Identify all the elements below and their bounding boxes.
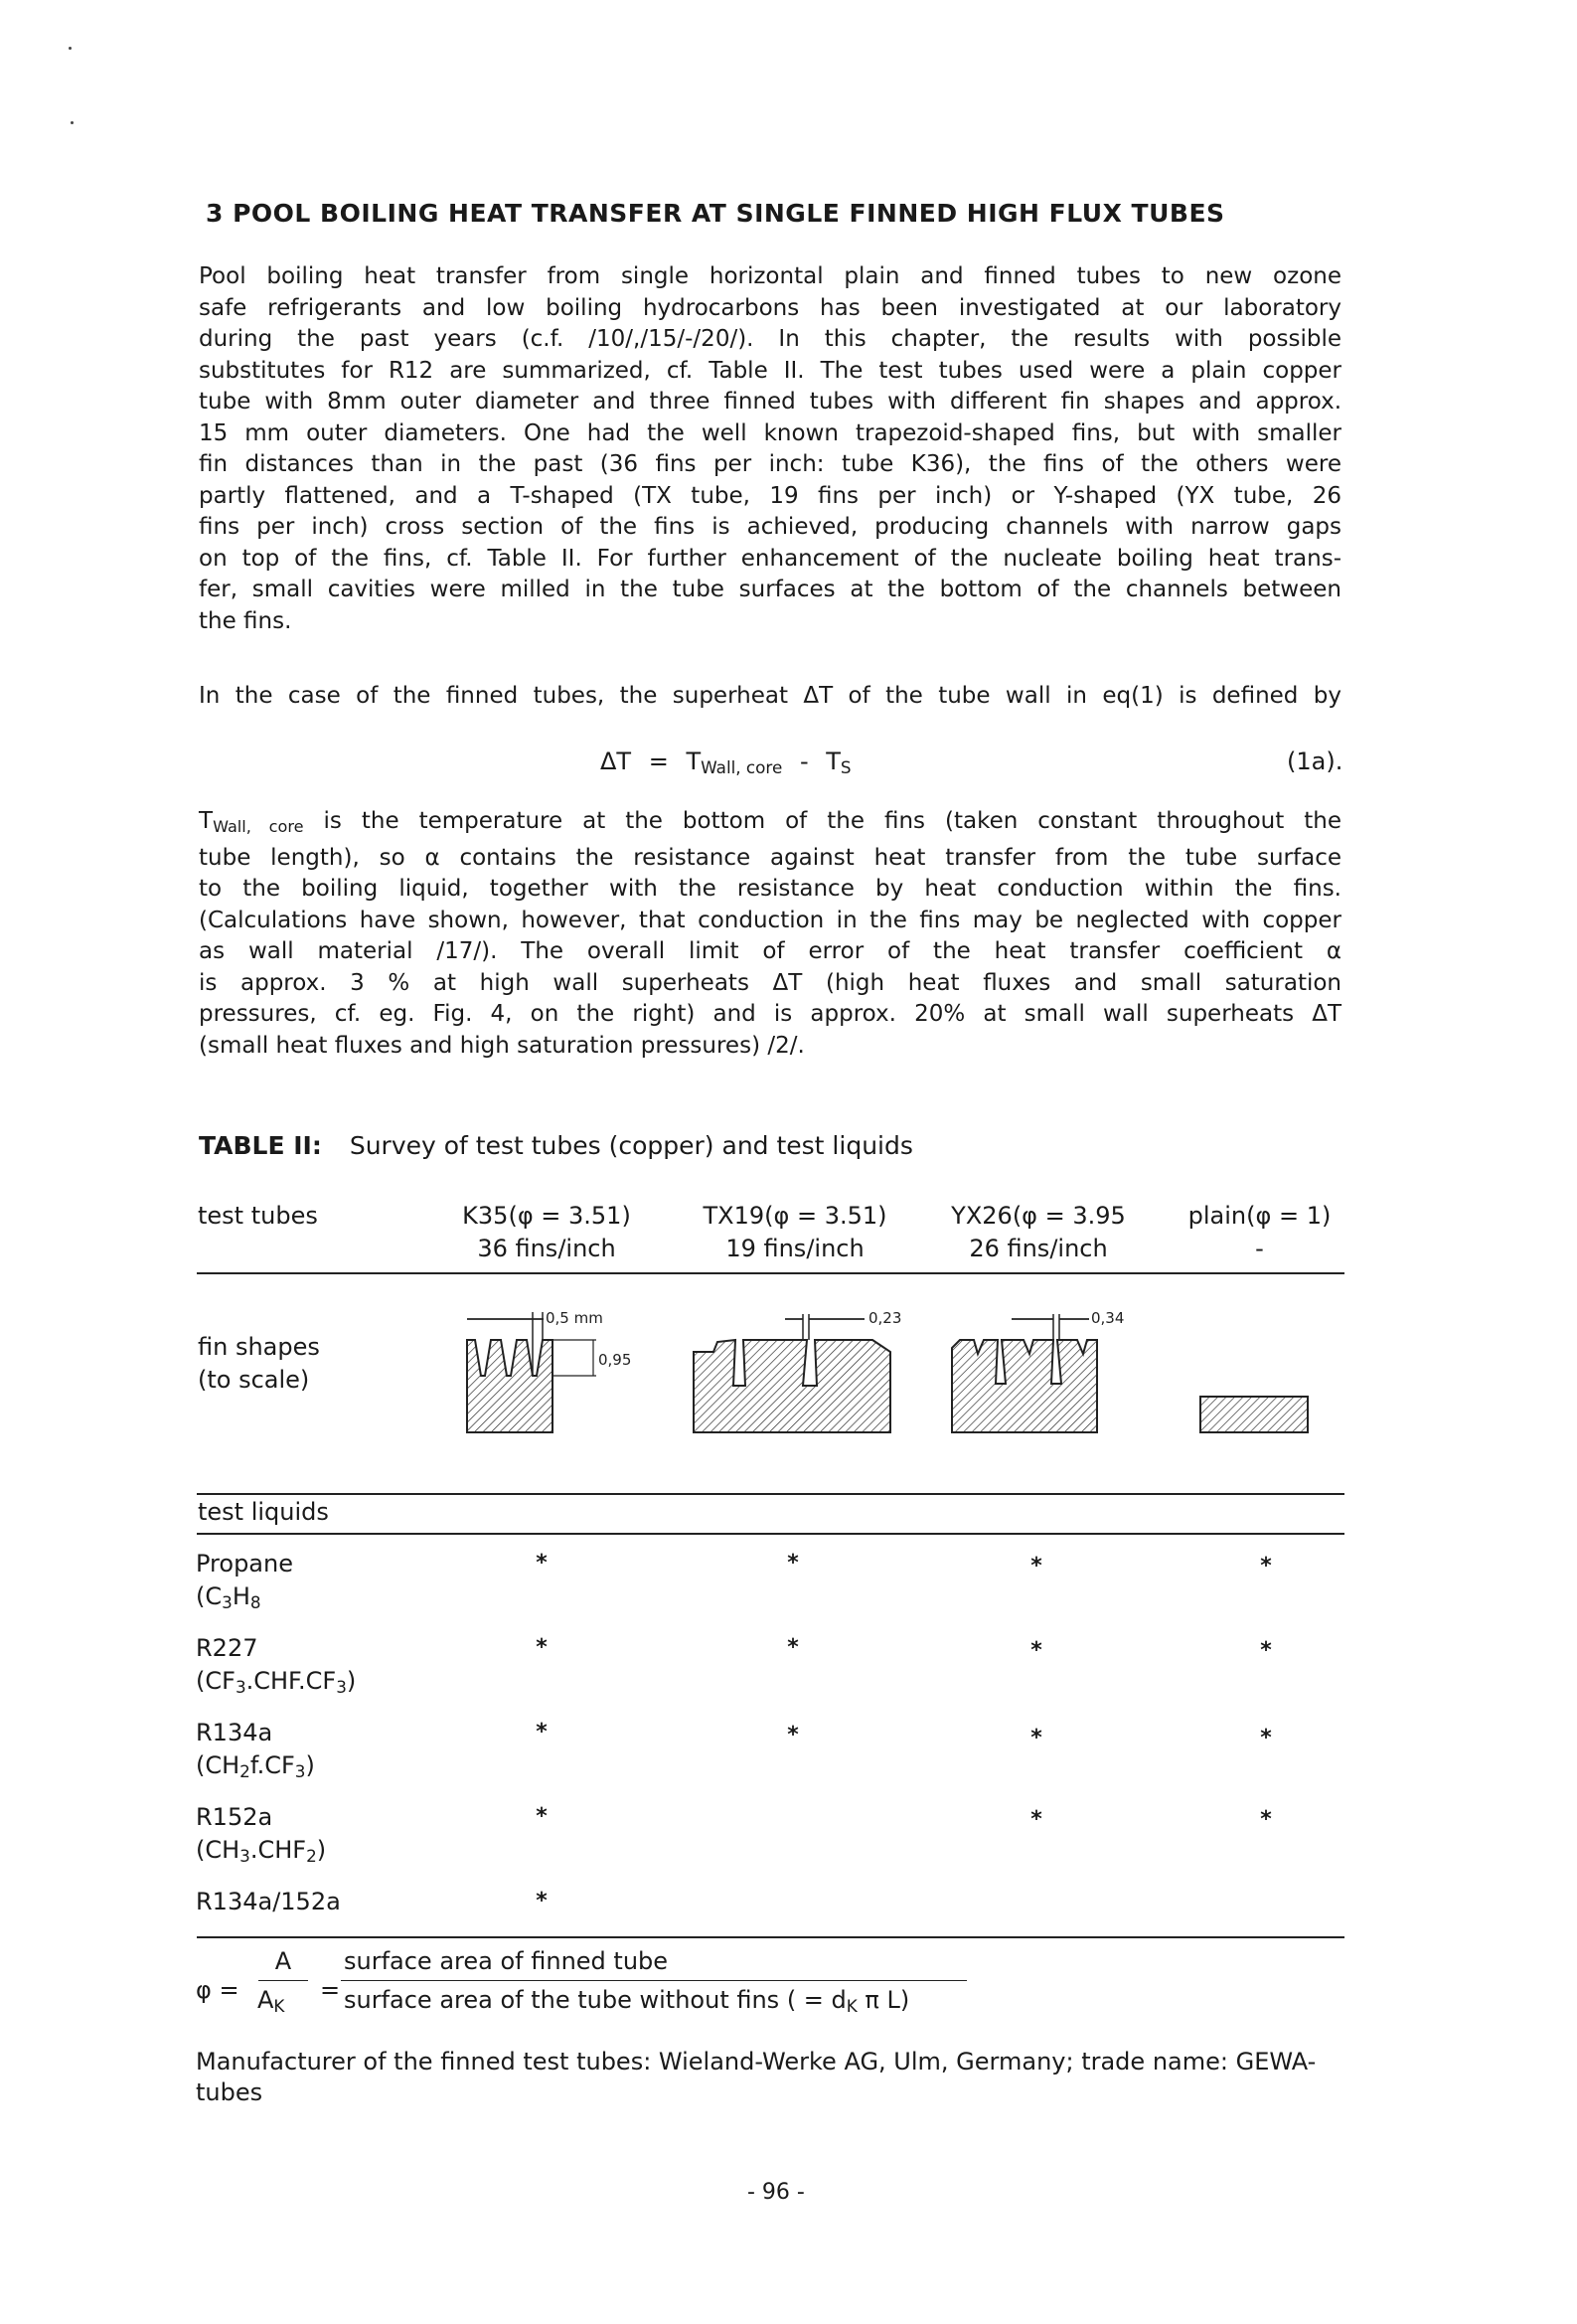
liquid-name: Propane bbox=[196, 1550, 293, 1577]
yx26-gap-label: 0,34 bbox=[1091, 1309, 1125, 1327]
mark-propane-k35: * bbox=[536, 1551, 548, 1576]
mark-r227-tx19: * bbox=[787, 1635, 799, 1660]
liquids-header: test liquids bbox=[198, 1498, 329, 1526]
formula-part: (CH bbox=[196, 1836, 240, 1864]
liquid-formula bbox=[196, 1665, 356, 1704]
page-number: - 96 - bbox=[747, 2180, 805, 2205]
den-a: A bbox=[257, 1986, 274, 2014]
mark-r134a-yx26: * bbox=[1030, 1726, 1042, 1750]
text-line: during the past years (c.f. /10/,/15/-/20/). In this chapter, the results with possible bbox=[199, 326, 1341, 352]
eq-lhs: ΔT bbox=[600, 747, 632, 775]
phi-frac-den bbox=[257, 1984, 284, 2023]
text-line: as wall material /17/). The overall limit of error of the heat transfer coefficient α bbox=[199, 938, 1341, 965]
liquid-name: R152a bbox=[196, 1803, 273, 1831]
text-line: on top of the fins, cf. Table II. For further enhancement of the nucleate boiling heat trans- bbox=[199, 545, 1341, 572]
formula-part: H bbox=[232, 1582, 250, 1610]
formula-part: (CH bbox=[196, 1751, 240, 1779]
tube-name: K35(φ = 3.51) bbox=[462, 1202, 631, 1230]
tube-fins: 19 fins/inch bbox=[725, 1235, 865, 1262]
formula-part: (C bbox=[196, 1582, 223, 1610]
mark-r134a-152a-k35: * bbox=[536, 1889, 548, 1913]
liquid-row-r134a-152a bbox=[196, 1886, 341, 1918]
tube-name: YX26(φ = 3.95 bbox=[951, 1202, 1126, 1230]
phi-equals: = bbox=[219, 1976, 239, 2004]
text-line: In the case of the finned tubes, the superheat ΔT of the tube wall in eq(1) is defined by bbox=[199, 683, 1341, 709]
fin-shapes-label-line: (to scale) bbox=[198, 1366, 310, 1394]
mark-r227-plain: * bbox=[1260, 1638, 1272, 1663]
liquid-row-r227 bbox=[196, 1632, 356, 1704]
formula-sub: 3 bbox=[294, 1761, 306, 1782]
liquid-formula bbox=[196, 1834, 326, 1873]
equation-label: (1a). bbox=[1287, 747, 1343, 775]
mark-propane-plain: * bbox=[1260, 1554, 1272, 1578]
formula-sub: 3 bbox=[239, 1846, 250, 1867]
t-wall-symbol-sub: Wall, core bbox=[213, 817, 304, 837]
manufacturer-note: Manufacturer of the finned test tubes: Wieland-Werke AG, Ulm, Germany; trade name: GEWA-tubes bbox=[196, 2048, 1317, 2106]
text-line: substitutes for R12 are summarized, cf. Table II. The test tubes used were a plain copper bbox=[199, 357, 1341, 384]
liquid-formula bbox=[196, 1749, 315, 1788]
mark-r152a-k35: * bbox=[536, 1804, 548, 1829]
fraction-bar bbox=[341, 1980, 967, 1981]
section-heading: 3 POOL BOILING HEAT TRANSFER AT SINGLE FINNED HIGH FLUX TUBES bbox=[206, 199, 1225, 228]
mark-propane-yx26: * bbox=[1030, 1554, 1042, 1578]
den-a-sub: K bbox=[273, 1996, 285, 2017]
den-text: surface area of the tube without fins ( = d bbox=[344, 1986, 847, 2014]
text-line: the fins. bbox=[199, 607, 292, 634]
text-line: safe refrigerants and low boiling hydrocarbons has been investigated at our laboratory bbox=[199, 294, 1341, 321]
mark-r152a-yx26: * bbox=[1030, 1807, 1042, 1832]
formula-part: ) bbox=[305, 1751, 315, 1779]
table-caption-text: Survey of test tubes (copper) and test liquids bbox=[349, 1131, 913, 1160]
eq-t-s-sub: S bbox=[840, 757, 852, 778]
tube-fins: 36 fins/inch bbox=[477, 1235, 616, 1262]
tube-name: TX19(φ = 3.51) bbox=[703, 1202, 887, 1230]
liquid-name: R134a/152a bbox=[196, 1888, 341, 1915]
text-line: partly flattened, and a T-shaped (TX tube, 19 fins per inch) or Y-shaped (YX tube, 26 bbox=[199, 482, 1341, 509]
plain-tube-profile bbox=[1200, 1397, 1308, 1432]
mark-r152a-plain: * bbox=[1260, 1807, 1272, 1832]
den-sub: K bbox=[846, 1996, 858, 2017]
liquid-name: R134a bbox=[196, 1719, 273, 1746]
formula-sub: 3 bbox=[235, 1677, 246, 1698]
eq-equals: = bbox=[648, 747, 669, 775]
text-line: is approx. 3 % at high wall superheats ΔT (high heat fluxes and small saturation bbox=[199, 969, 1341, 996]
eq-t-wall: T bbox=[686, 747, 702, 775]
mark-r227-k35: * bbox=[536, 1635, 548, 1660]
mark-r134a-k35: * bbox=[536, 1720, 548, 1744]
fin-shapes-label-line: fin shapes bbox=[198, 1333, 320, 1361]
phi-symbol bbox=[196, 1974, 239, 2007]
tube-fins: 26 fins/inch bbox=[969, 1235, 1108, 1262]
phi-numerator-text: surface area of finned tube bbox=[344, 1947, 669, 1975]
table-rule bbox=[197, 1936, 1344, 1938]
tx19-fin-profile bbox=[694, 1309, 901, 1432]
liquid-row-propane bbox=[196, 1548, 293, 1619]
text-line: fer, small cavities were milled in the tube surfaces at the bottom of the channels between bbox=[199, 577, 1341, 602]
yx26-fin-profile bbox=[952, 1309, 1124, 1432]
formula-part: ) bbox=[346, 1667, 357, 1695]
phi-frac-num: A bbox=[274, 1947, 292, 1975]
eq-minus: - bbox=[799, 747, 809, 775]
mark-r134a-tx19: * bbox=[787, 1723, 799, 1747]
tube-fins: - bbox=[1255, 1235, 1264, 1262]
formula-sub: 3 bbox=[222, 1592, 233, 1613]
phi-denominator-text bbox=[344, 1984, 909, 2023]
k35-height-label: 0,95 bbox=[598, 1351, 632, 1369]
text-line: fin distances than in the past (36 fins per inch: tube K36), the fins of the others were bbox=[199, 451, 1341, 477]
text-line: to the boiling liquid, together with the resistance by heat conduction within the fins. bbox=[199, 876, 1341, 903]
liquid-row-r152a bbox=[196, 1801, 326, 1873]
eq-t-wall-sub: Wall, core bbox=[701, 757, 783, 778]
eq-t-s: T bbox=[826, 747, 841, 775]
formula-sub: 2 bbox=[239, 1761, 250, 1782]
k35-gap-label: 0,5 mm bbox=[546, 1309, 603, 1327]
mark-r134a-plain: * bbox=[1260, 1726, 1272, 1750]
text-line: pressures, cf. eg. Fig. 4, on the right) and is approx. 20% at small wall superheats ΔT bbox=[199, 1001, 1341, 1028]
liquid-row-r134a bbox=[196, 1717, 315, 1788]
t-wall-symbol: T bbox=[199, 808, 214, 834]
text-line: 15 mm outer diameters. One had the well known trapezoid-shaped fins, but with smaller bbox=[199, 419, 1341, 446]
text-line: fins per inch) cross section of the fins is achieved, producing channels with narrow gaps bbox=[199, 514, 1341, 540]
formula-part: (CF bbox=[196, 1667, 236, 1695]
text-fragment: is the temperature at the bottom of the fins (taken constant throughout the bbox=[323, 808, 1342, 834]
den-text: π L) bbox=[857, 1986, 910, 2014]
phi-equals-2: = bbox=[320, 1976, 341, 2004]
table-rule bbox=[197, 1493, 1344, 1495]
liquid-name: R227 bbox=[196, 1634, 258, 1662]
text-line: tube with 8mm outer diameter and three finned tubes with different fin shapes and approx. bbox=[199, 389, 1341, 415]
liquid-formula bbox=[196, 1580, 293, 1619]
row-header-tubes: test tubes bbox=[198, 1202, 318, 1230]
fraction-bar bbox=[258, 1980, 308, 1981]
tx19-gap-label: 0,23 bbox=[868, 1309, 902, 1327]
tube-name: plain(φ = 1) bbox=[1187, 1202, 1332, 1230]
formula-part: f.CF bbox=[249, 1751, 295, 1779]
table-rule bbox=[197, 1533, 1344, 1535]
formula-sub: 8 bbox=[249, 1592, 261, 1613]
mark-r227-yx26: * bbox=[1030, 1638, 1042, 1663]
k35-fin-profile bbox=[467, 1309, 631, 1432]
formula-sub: 3 bbox=[336, 1677, 347, 1698]
text-line: (small heat fluxes and high saturation pressures) /2/. bbox=[199, 1032, 805, 1059]
formula-sub: 2 bbox=[306, 1846, 317, 1867]
text-line: (Calculations have shown, however, that conduction in the fins may be neglected with copper bbox=[199, 907, 1341, 933]
formula-part: .CHF.CF bbox=[245, 1667, 337, 1695]
formula-part: ) bbox=[316, 1836, 327, 1864]
table-label: TABLE II: bbox=[199, 1131, 322, 1160]
phi-char: φ bbox=[196, 1976, 212, 2004]
mark-propane-tx19: * bbox=[787, 1551, 799, 1576]
text-line: Pool boiling heat transfer from single horizontal plain and finned tubes to new ozone bbox=[199, 263, 1341, 289]
text-line: tube length), so α contains the resistance against heat transfer from the tube surface bbox=[199, 844, 1341, 871]
formula-part: .CHF bbox=[249, 1836, 307, 1864]
